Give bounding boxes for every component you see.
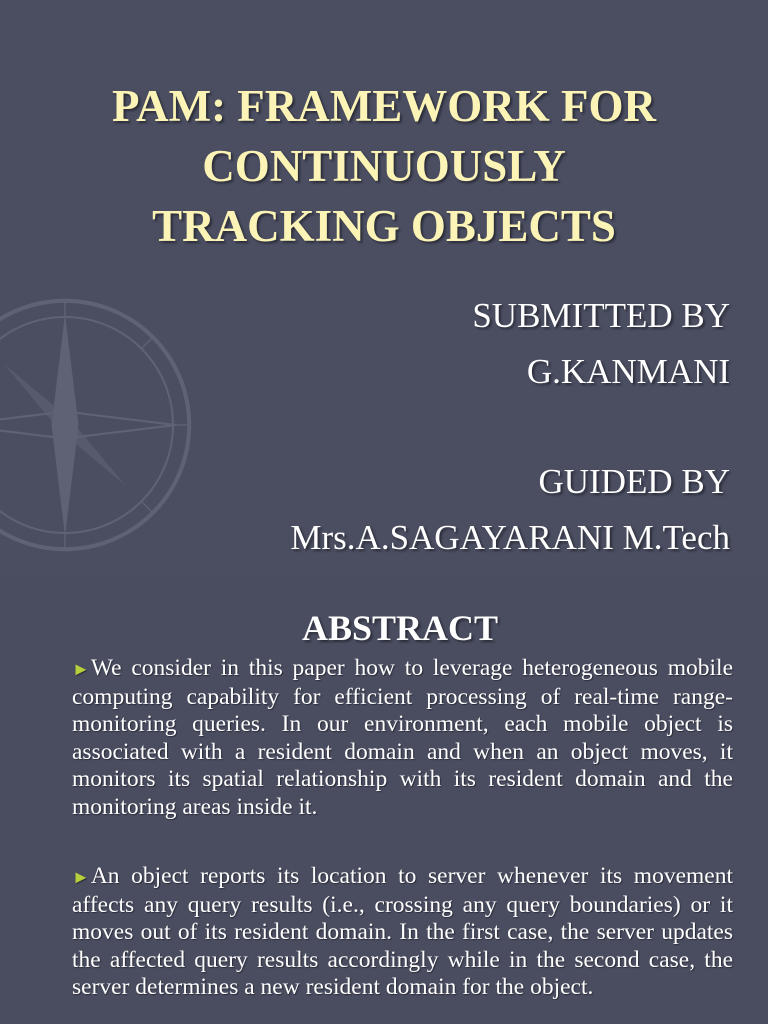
title-line-1: PAM: FRAMEWORK FOR xyxy=(111,81,657,131)
paragraph-text: We consider in this paper how to leverage heterogeneous mobile computing capability for efficient processing of real-time range-monitoring queries. In our environment, each mobile object is associated with a resident domain and when an object moves, it monitors its spatial relationship with its resident domain and the monitoring areas inside it. xyxy=(72,655,733,820)
compass-watermark-icon xyxy=(0,290,200,560)
submitted-by-label: SUBMITTED BY xyxy=(472,296,730,335)
abstract-heading: ABSTRACT xyxy=(301,608,499,648)
guided-by-label: GUIDED BY xyxy=(538,462,730,501)
abstract-paragraph-2 xyxy=(72,863,733,1002)
paragraph-text: An object reports its location to server whenever its movement affects any query results (i.e., crossing any query boundaries) or it moves out of its resident domain. In the first case, the server updates the affected query results accordingly while in the second case, the server determines a new resident domain for the object. xyxy=(72,863,733,1000)
abstract-slide xyxy=(0,576,768,1024)
presentation-title xyxy=(0,76,768,256)
bullet-arrow-icon: ► xyxy=(72,659,90,679)
bullet-arrow-icon: ► xyxy=(72,867,90,887)
title-line-2: CONTINUOUSLY xyxy=(202,141,566,191)
abstract-paragraph-1 xyxy=(72,655,733,821)
title-line-3: TRACKING OBJECTS xyxy=(152,201,616,251)
submitter-name: G.KANMANI xyxy=(526,352,730,391)
guide-name: Mrs.A.SAGAYARANI M.Tech xyxy=(290,518,730,557)
